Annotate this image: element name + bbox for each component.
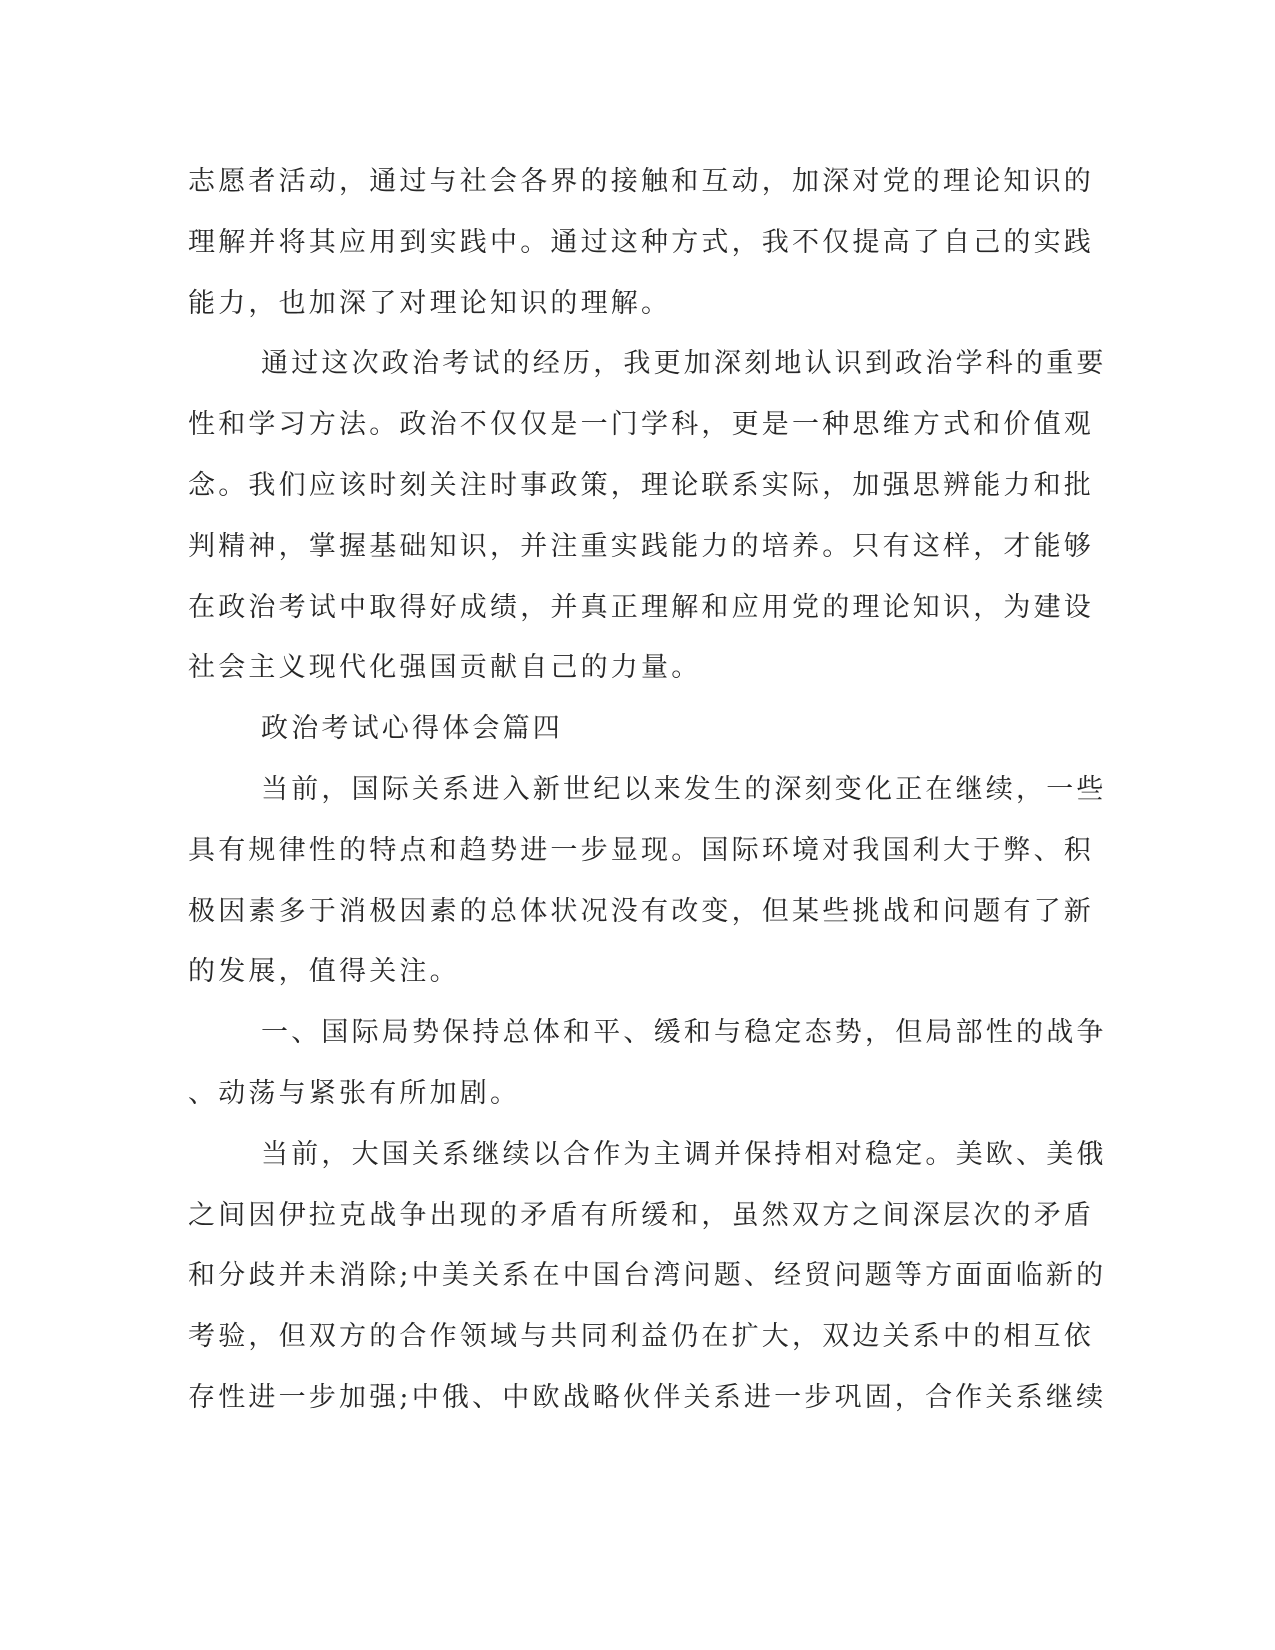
text-line: 当前，大国关系继续以合作为主调并保持相对稳定。美欧、美俄 — [261, 1138, 1107, 1170]
text-line: 具有规律性的特点和趋势进一步显现。国际环境对我国利大于弊、积 — [188, 834, 1094, 866]
text-line: 志愿者活动，通过与社会各界的接触和互动，加深对党的理论知识的 — [188, 166, 1094, 197]
text-line: 念。我们应该时刻关注时事政策，理论联系实际，加强思辨能力和批 — [188, 469, 1094, 501]
text-line: 在政治考试中取得好成绩，并真正理解和应用党的理论知识，为建设 — [188, 591, 1094, 623]
text-line: 当前，国际关系进入新世纪以来发生的深刻变化正在继续，一些 — [261, 773, 1107, 805]
text-line: 的发展，值得关注。 — [188, 956, 460, 988]
text-line: 通过这次政治考试的经历，我更加深刻地认识到政治学科的重要 — [261, 348, 1107, 380]
text-line: 之间因伊拉克战争出现的矛盾有所缓和，虽然双方之间深层次的矛盾 — [188, 1199, 1094, 1231]
text-line: 理解并将其应用到实践中。通过这种方式，我不仅提高了自己的实践 — [188, 226, 1094, 258]
text-line: 性和学习方法。政治不仅仅是一门学科，更是一种思维方式和价值观 — [188, 409, 1094, 441]
text-line: 极因素多于消极因素的总体状况没有改变，但某些挑战和问题有了新 — [188, 895, 1094, 927]
text-line: 存性进一步加强;中俄、中欧战略伙伴关系进一步巩固，合作关系继续 — [188, 1381, 1107, 1413]
text-line: 能力，也加深了对理论知识的理解。 — [188, 287, 672, 319]
text-line: 社会主义现代化强国贡献自己的力量。 — [188, 652, 702, 684]
text-line: 判精神，掌握基础知识，并注重实践能力的培养。只有这样，才能够 — [188, 530, 1094, 562]
text-line: 、动荡与紧张有所加剧。 — [188, 1077, 521, 1109]
text-line: 考验，但双方的合作领域与共同利益仍在扩大，双边关系中的相互依 — [188, 1321, 1094, 1353]
document-body — [188, 152, 1107, 1429]
section-heading: 政治考试心得体会篇四 — [261, 713, 563, 745]
text-line: 一、国际局势保持总体和平、缓和与稳定态势，但局部性的战争 — [261, 1017, 1107, 1049]
text-line: 和分歧并未消除;中美关系在中国台湾问题、经贸问题等方面面临新的 — [188, 1260, 1107, 1292]
